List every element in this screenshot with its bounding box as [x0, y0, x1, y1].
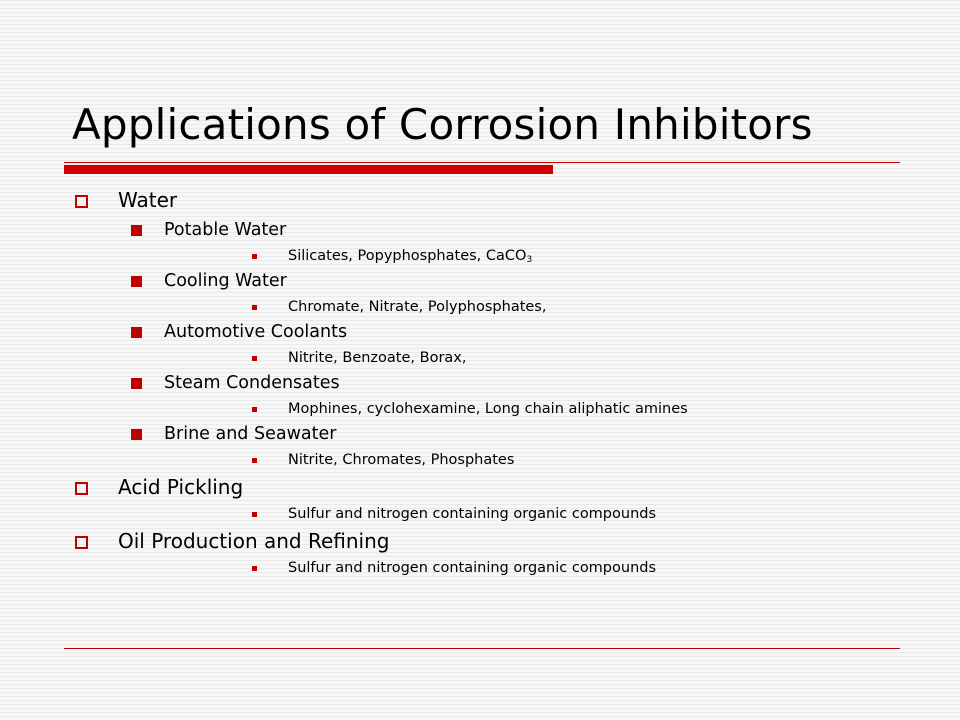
list-item-text	[288, 245, 532, 267]
subscript: 3	[526, 255, 533, 265]
list-item-label: Steam Condensates	[164, 373, 340, 393]
list-item-label: Brine and Seawater	[164, 424, 337, 444]
list-item-level-2	[0, 216, 960, 245]
list-item-level-2	[0, 369, 960, 398]
filled-square-icon	[131, 327, 142, 338]
filled-square-icon	[131, 276, 142, 287]
bullet-list	[0, 184, 960, 579]
list-item-label: Nitrite, Benzoate, Borax,	[288, 350, 467, 366]
filled-square-icon	[131, 378, 142, 389]
list-item-level-1	[0, 471, 960, 503]
list-item-text	[118, 525, 389, 557]
list-item-level-2	[0, 318, 960, 347]
list-item-text	[164, 267, 287, 296]
list-item-text	[164, 369, 340, 398]
list-item-label: Sulfur and nitrogen containing organic compounds	[288, 506, 657, 522]
small-square-icon	[252, 356, 257, 361]
list-item-level-3	[0, 296, 960, 318]
list-item-label: Chromate, Nitrate, Polyphosphates,	[288, 299, 547, 315]
list-item-level-3	[0, 347, 960, 369]
filled-square-icon	[131, 225, 142, 236]
list-item-label: Acid Pickling	[118, 475, 244, 499]
small-square-icon	[252, 566, 257, 571]
list-item-text	[164, 216, 286, 245]
list-item-text	[288, 398, 688, 420]
hollow-square-icon	[75, 536, 88, 549]
list-item-label: Nitrite, Chromates, Phosphates	[288, 452, 515, 468]
list-item-text	[164, 318, 347, 347]
footer-divider	[64, 648, 900, 649]
list-item-text	[164, 420, 336, 449]
list-item-level-3	[0, 398, 960, 420]
small-square-icon	[252, 305, 257, 310]
list-item-text	[118, 471, 243, 503]
small-square-icon	[252, 407, 257, 412]
list-item-label: Water	[118, 188, 178, 212]
list-item-level-2	[0, 267, 960, 296]
slide-title: Applications of Corrosion Inhibitors	[72, 100, 813, 149]
list-item-level-3	[0, 449, 960, 471]
list-item-level-1	[0, 184, 960, 216]
small-square-icon	[252, 512, 257, 517]
list-item-label: Sulfur and nitrogen containing organic compounds	[288, 560, 657, 576]
list-item-label: Silicates, Popyphosphates, CaCO	[288, 248, 527, 264]
hollow-square-icon	[75, 195, 88, 208]
list-item-text	[288, 296, 546, 318]
list-item-level-2	[0, 420, 960, 449]
list-item-text	[288, 347, 466, 369]
title-divider-thin	[64, 162, 900, 163]
list-item-label: Automotive Coolants	[164, 322, 348, 342]
list-item-label: Oil Production and Refining	[118, 529, 390, 553]
list-item-text	[288, 557, 656, 579]
list-item-label: Cooling Water	[164, 271, 287, 291]
list-item-level-3	[0, 503, 960, 525]
list-item-level-3	[0, 557, 960, 579]
hollow-square-icon	[75, 482, 88, 495]
title-divider-thick	[64, 165, 553, 174]
filled-square-icon	[131, 429, 142, 440]
small-square-icon	[252, 254, 257, 259]
small-square-icon	[252, 458, 257, 463]
list-item-text	[288, 503, 656, 525]
list-item-label: Potable Water	[164, 220, 287, 240]
list-item-level-1	[0, 525, 960, 557]
list-item-text	[118, 184, 177, 216]
list-item-text	[288, 449, 514, 471]
list-item-level-3	[0, 245, 960, 267]
list-item-label: Mophines, cyclohexamine, Long chain aliphatic amines	[288, 401, 688, 417]
